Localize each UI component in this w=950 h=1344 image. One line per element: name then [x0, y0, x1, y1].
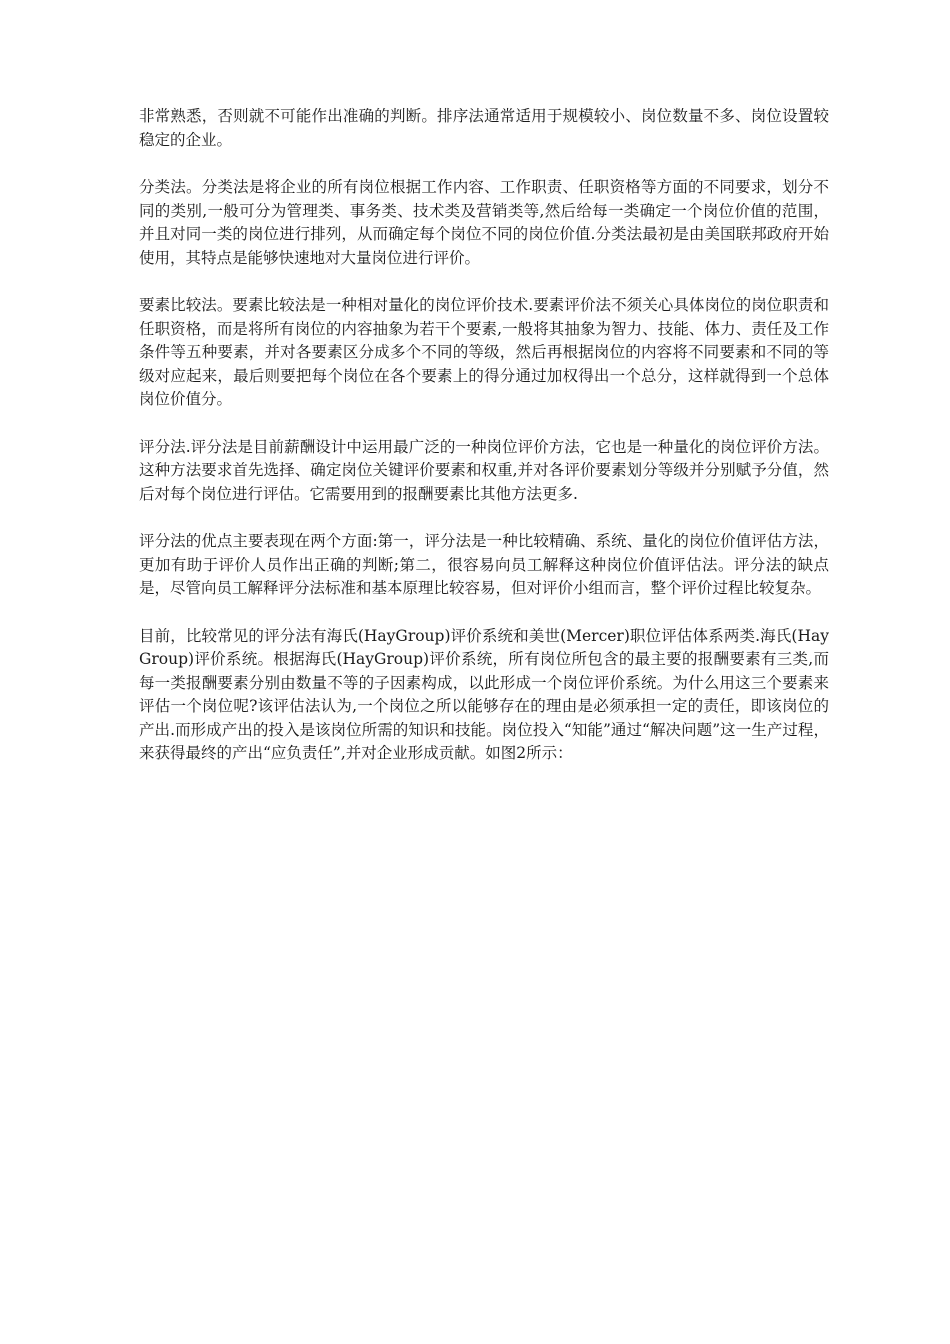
paragraph-point-method-pros-cons: 评分法的优点主要表现在两个方面:第一，评分法是一种比较精确、系统、量化的岗位价值评估方法，更加有助于评价人员作出正确的判断;第二，很容易向员工解释这种岗位价值评估法。评分法的缺点是，尽管向员工解释评分法标准和基本原理比较容易，但对评价小组而言，整个评价过程比较复杂。	[139, 532, 829, 597]
paragraph-factor-comparison-method: 要素比较法。要素比较法是一种相对量化的岗位评价技术.要素评价法不须关心具体岗位的岗位职责和任职资格，而是将所有岗位的内容抽象为若干个要素,一般将其抽象为智力、技能、体力、责任及工作条件等五种要素，并对各要素区分成多个不同的等级，然后再根据岗位的内容将不同要素和不同的等级对应起来，最后则要把每个岗位在各个要素上的得分通过加权得出一个总分，这样就得到一个总体岗位价值分。	[139, 296, 829, 408]
paragraph-point-method: 评分法.评分法是目前薪酬设计中运用最广泛的一种岗位评价方法，它也是一种量化的岗位评价方法。这种方法要求首先选择、确定岗位关键评价要素和权重,并对各评价要素划分等级并分别赋予分值，然后对每个岗位进行评估。它需要用到的报酬要素比其他方法更多.	[139, 437, 829, 503]
paragraph-haygroup-system: 目前，比较常见的评分法有海氏(HayGroup)评价系统和美世(Mercer)职位评估体系两类.海氏(HayGroup)评价系统。根据海氏(HayGroup)评价系统，所有岗位所包含的最主要的报酬要素有三类,而每一类报酬要素分别由数量不等的子因素构成，以此形成一个岗位评价系统。为什么用这三个要素来评估一个岗位呢?该评估法认为,一个岗位之所以能够存在的理由是必须承担一定的责任，即该岗位的产出.而形成产出的投入是该岗位所需的知识和技能。岗位投入“知能”通过“解决问题”这一生产过程，来获得最终的产出“应负责任”,并对企业形成贡献。如图2所示：	[139, 626, 829, 762]
paragraph-classification-method: 分类法。分类法是将企业的所有岗位根据工作内容、工作职责、任职资格等方面的不同要求，划分不同的类别,一般可分为管理类、事务类、技术类及营销类等,然后给每一类确定一个岗位价值的范围，并且对同一类的岗位进行排列，从而确定每个岗位不同的岗位价值.分类法最初是由美国联邦政府开始使用，其特点是能够快速地对大量岗位进行评价。	[139, 178, 829, 267]
document-body	[139, 105, 829, 790]
paragraph-ranking-method-end: 非常熟悉，否则就不可能作出准确的判断。排序法通常适用于规模较小、岗位数量不多、岗位设置较稳定的企业。	[139, 107, 829, 149]
